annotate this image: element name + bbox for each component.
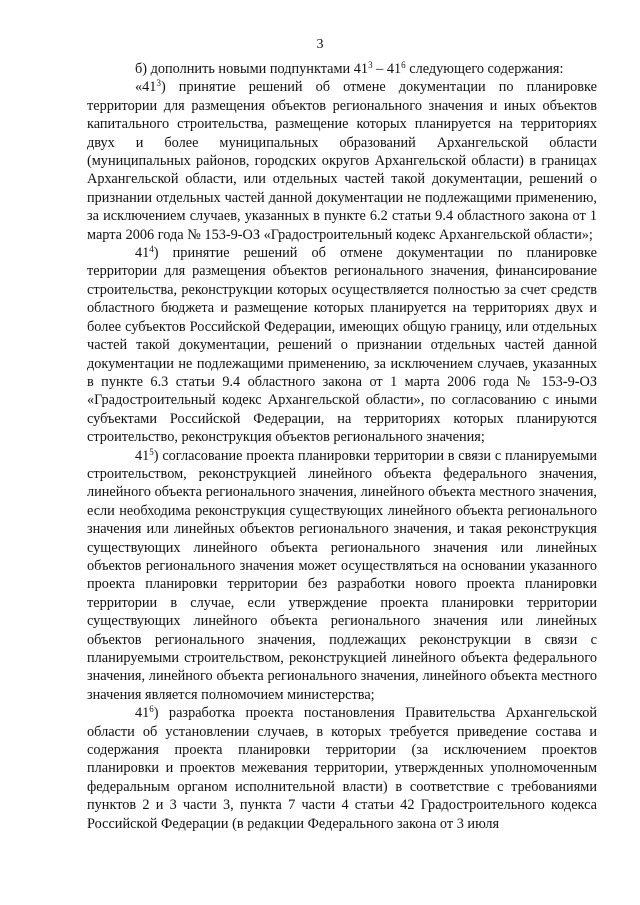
intro-superscript-end: 6 — [401, 60, 406, 70]
page-number: 3 — [316, 37, 324, 52]
subpoint-text: ) согласование проекта планировки территории в связи с планируемыми строительством, реконструкцией линейного объекта федерального значения, линейного объекта регионального значения, линейного объекта местного значения, если необходима реконструкция существующих линейного объекта регионального значения или линейных объектов регионального значения, и такая реконструкция существующих линейного объекта регионального значения или линейных объектов регионального значения может осуществляться на основании указанного проекта планировки территории без разработки нового проекта планировки территории в случае, если утверждение проекта планировки территории существующих линейного объекта регионального значения или линейных объектов регионального значения, подлежащих реконструкции в связи с планируемыми строительством, реконструкцией линейного объекта федерального значения, линейного объекта регионального значения, линейного объекта местного значения является полномочием министерства; — [87, 447, 597, 703]
subpoint-41-3 — [87, 78, 597, 244]
subpoint-number: 41 — [135, 245, 150, 262]
subpoint-41-5 — [87, 447, 597, 705]
subpoint-superscript: 3 — [156, 78, 161, 89]
subpoint-text: ) принятие решений об отмене документации по планировке территории для размещения объектов регионального значения, финансирование строительства, реконструкции которых осуществляется полностью за счет средств областного бюджета и размещение которых планируется на территориях двух и более субъектов Российской Федерации, имеющих общую границу, или отдельных частей такой документации, решений о признании отдельных частей данной документации не подлежащими применению, за исключением случаев, указанных в пункте 6.3 статьи 9.4 областного закона от 1 марта 2006 года № 153-9-ОЗ «Градостроительный кодекс Архангельской области», по согласованию с иными субъектами Российской Федерации, на территориях которых планируются строительство, реконструкция объектов регионального значения; — [87, 245, 597, 446]
subpoint-superscript: 5 — [149, 446, 154, 457]
intro-paragraph — [87, 60, 597, 78]
subpoint-number: 41 — [135, 705, 150, 722]
intro-text-before: б) дополнить новыми подпунктами 41 — [135, 61, 369, 77]
subpoint-text: ) принятие решений об отмене документации по планировке территории для размещения объектов регионального значения и иных объектов капитального строительства, размещение которых планируется на территориях двух и более муниципальных образований Архангельской области (муниципальных районов, городских округов Архангельской области) в границах Архангельской области, или отдельных частей такой документации, решений о признании отдельных частей данной документации не подлежащими применению, за исключением случаев, указанных в пункте 6.2 статьи 9.4 областного закона от 1 марта 2006 года № 153-9-ОЗ «Градостроительный кодекс Архангельской области»; — [87, 79, 597, 243]
intro-text-after: следующего содержания: — [405, 61, 564, 77]
intro-superscript-start: 3 — [368, 60, 373, 70]
subpoint-superscript: 6 — [149, 704, 154, 715]
subpoint-number: 41 — [135, 447, 150, 464]
subpoint-41-4 — [87, 244, 597, 446]
subpoint-41-6 — [87, 704, 597, 833]
subpoint-superscript: 4 — [149, 244, 154, 255]
intro-text-middle: – 41 — [372, 61, 402, 77]
document-body — [87, 60, 597, 833]
subpoint-number: «41 — [135, 79, 157, 96]
subpoint-text: ) разработка проекта постановления Правительства Архангельской области об установлении случаев, в которых требуется приведение состава и содержания проекта планировки территории (за исключением проектов планировки и проектов межевания территории, утвержденных уполномоченным федеральным органом исполнительной власти) в соответствие с требованиями пунктов 2 и 3 части 3, пункта 7 части 4 статьи 42 Градостроительного кодекса Российской Федерации (в редакции Федерального закона от 3 июля — [87, 705, 597, 832]
